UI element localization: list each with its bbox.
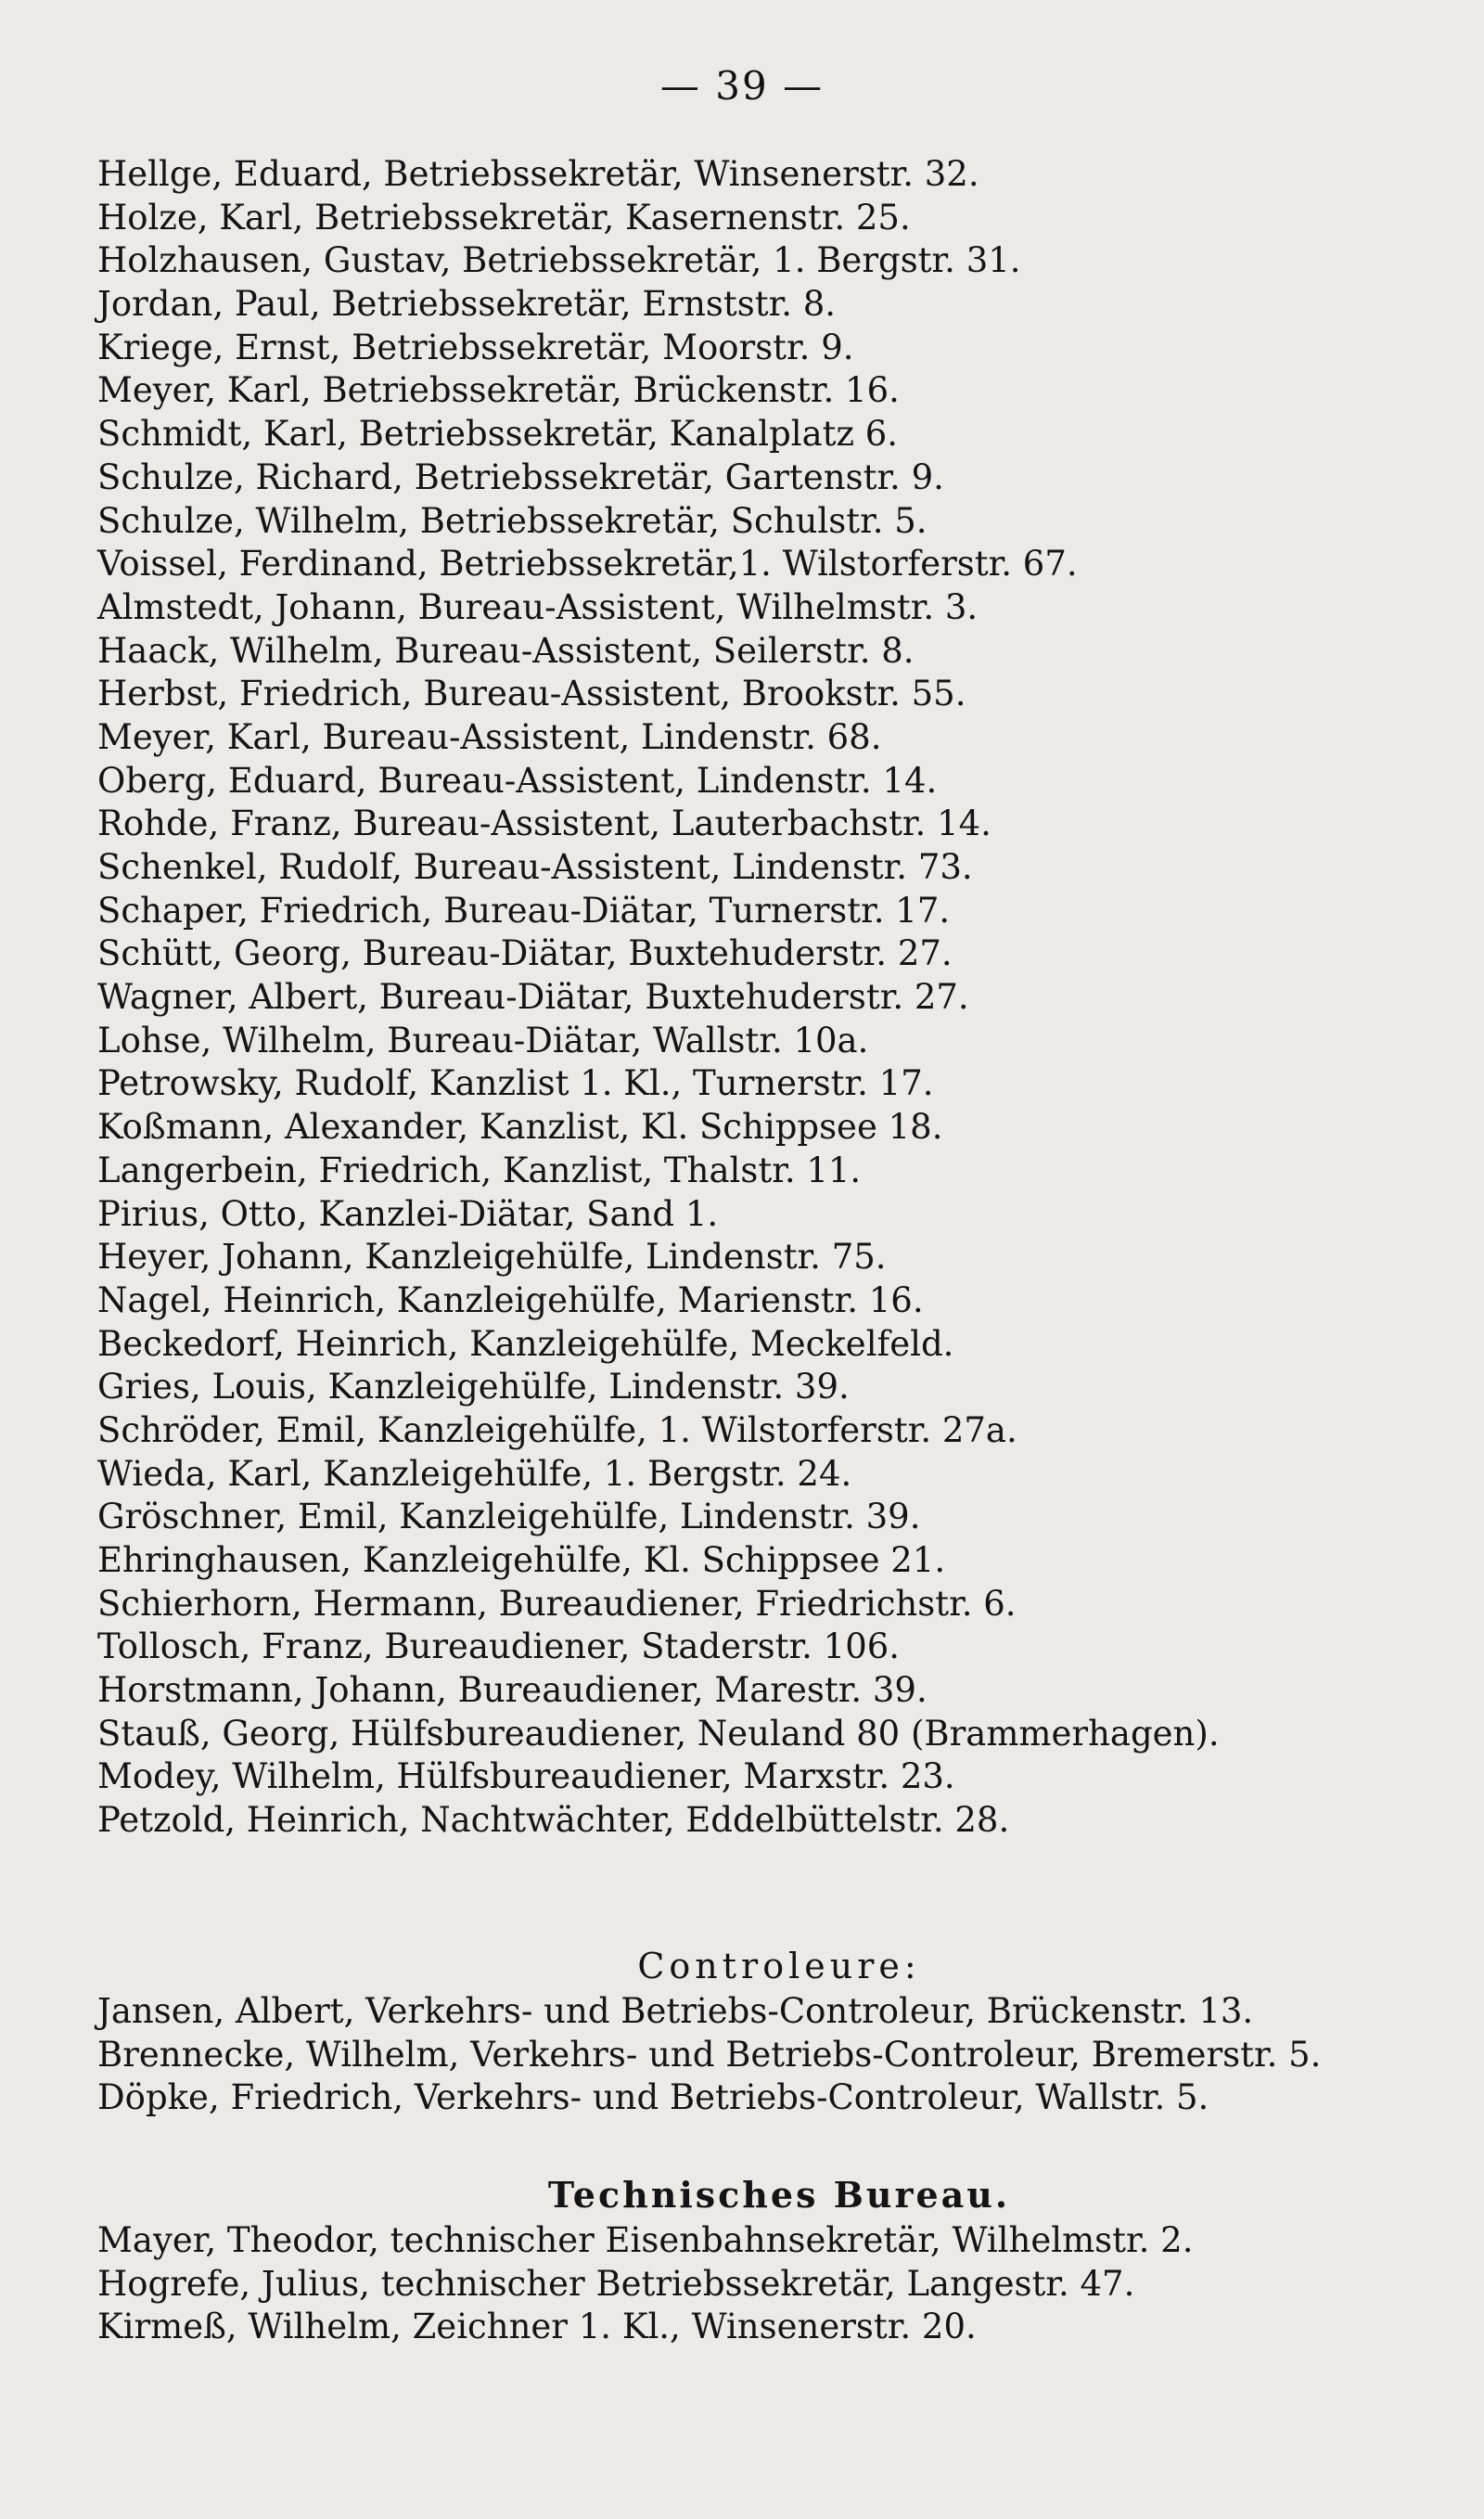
list-entry: Schulze, Richard, Betriebssekretär, Gartenstr. 9.	[97, 456, 944, 497]
list-entry: Mayer, Theodor, technischer Eisenbahnsekretär, Wilhelmstr. 2.	[97, 2220, 1194, 2260]
list-entry: Nagel, Heinrich, Kanzleigehülfe, Marienstr. 16.	[97, 1279, 924, 1320]
list-entry: Modey, Wilhelm, Hülfsbureaudiener, Marxstr. 23.	[97, 1756, 955, 1797]
list-entry: Koßmann, Alexander, Kanzlist, Kl. Schippsee 18.	[97, 1107, 943, 1148]
list-entry: Schierhorn, Hermann, Bureaudiener, Friedrichstr. 6.	[97, 1583, 1017, 1624]
section-heading: Controleure:	[637, 1946, 921, 1986]
list-entry: Langerbein, Friedrich, Kanzlist, Thalstr. 11.	[97, 1150, 862, 1190]
list-entry: Almstedt, Johann, Bureau-Assistent, Wilhelmstr. 3.	[97, 586, 979, 627]
section-heading: Technisches Bureau.	[547, 2174, 1011, 2216]
list-entry: Schaper, Friedrich, Bureau-Diätar, Turnerstr. 17.	[97, 890, 951, 931]
list-entry: Schenkel, Rudolf, Bureau-Assistent, Lindenstr. 73.	[97, 847, 973, 887]
list-entry: Schröder, Emil, Kanzleigehülfe, 1. Wilstorferstr. 27a.	[97, 1409, 1017, 1450]
list-entry: Horstmann, Johann, Bureaudiener, Marestr. 39.	[97, 1670, 928, 1711]
list-entry: Brennecke, Wilhelm, Verkehrs- und Betriebs-Controleur, Bremerstr. 5.	[97, 2034, 1322, 2075]
list-entry: Kriege, Ernst, Betriebssekretär, Moorstr. 9.	[97, 327, 854, 367]
list-entry: Haack, Wilhelm, Bureau-Assistent, Seilerstr. 8.	[97, 630, 915, 671]
list-entry: Heyer, Johann, Kanzleigehülfe, Lindenstr. 75.	[97, 1237, 887, 1278]
list-entry: Stauß, Georg, Hülfsbureaudiener, Neuland 80 (Brammerhagen).	[97, 1713, 1220, 1754]
list-entry: Schmidt, Karl, Betriebssekretär, Kanalplatz 6.	[97, 414, 899, 455]
list-entry: Herbst, Friedrich, Bureau-Assistent, Brookstr. 55.	[97, 674, 966, 714]
list-entry: Gröschner, Emil, Kanzleigehülfe, Lindenstr. 39.	[97, 1497, 921, 1537]
list-entry: Jansen, Albert, Verkehrs- und Betriebs-Controleur, Brückenstr. 13.	[97, 1991, 1254, 2031]
list-entry: Beckedorf, Heinrich, Kanzleigehülfe, Meckelfeld.	[97, 1323, 954, 1364]
list-entry: Petzold, Heinrich, Nachtwächter, Eddelbüttelstr. 28.	[97, 1800, 1010, 1841]
list-entry: Wieda, Karl, Kanzleigehülfe, 1. Bergstr. 24.	[97, 1453, 852, 1494]
list-entry: Wagner, Albert, Bureau-Diätar, Buxtehuderstr. 27.	[97, 977, 969, 1018]
list-entry: Schütt, Georg, Bureau-Diätar, Buxtehuderstr. 27.	[97, 933, 953, 974]
staff-list	[97, 153, 1461, 1843]
list-entry: Schulze, Wilhelm, Betriebssekretär, Schulstr. 5.	[97, 500, 928, 541]
list-entry: Meyer, Karl, Bureau-Assistent, Lindenstr. 68.	[97, 716, 882, 757]
list-entry: Döpke, Friedrich, Verkehrs- und Betriebs-Controleur, Wallstr. 5.	[97, 2077, 1209, 2118]
list-entry: Meyer, Karl, Betriebssekretär, Brückenstr. 16.	[97, 370, 900, 411]
list-entry: Holze, Karl, Betriebssekretär, Kasernenstr. 25.	[97, 197, 911, 238]
list-entry: Rohde, Franz, Bureau-Assistent, Lauterbachstr. 14.	[97, 803, 991, 844]
technical-bureau-section	[97, 2171, 1461, 2349]
list-entry: Voissel, Ferdinand, Betriebssekretär,1. Wilstorferstr. 67.	[97, 544, 1078, 585]
page-number: — 39 —	[659, 63, 825, 109]
list-entry: Pirius, Otto, Kanzlei-Diätar, Sand 1.	[97, 1193, 719, 1234]
list-entry: Ehringhausen, Kanzleigehülfe, Kl. Schippsee 21.	[97, 1540, 946, 1580]
list-entry: Oberg, Eduard, Bureau-Assistent, Lindenstr. 14.	[97, 760, 938, 801]
list-entry: Petrowsky, Rudolf, Kanzlist 1. Kl., Turnerstr. 17.	[97, 1063, 934, 1104]
list-entry: Gries, Louis, Kanzleigehülfe, Lindenstr. 39.	[97, 1367, 850, 1407]
list-entry: Jordan, Paul, Betriebssekretär, Ernststr. 8.	[97, 284, 837, 325]
list-entry: Holzhausen, Gustav, Betriebssekretär, 1. Bergstr. 31.	[97, 240, 1021, 281]
list-entry: Tollosch, Franz, Bureaudiener, Staderstr. 106.	[97, 1626, 901, 1667]
list-entry: Lohse, Wilhelm, Bureau-Diätar, Wallstr. 10a.	[97, 1020, 869, 1060]
controllers-section	[97, 1942, 1461, 2120]
list-entry: Kirmeß, Wilhelm, Zeichner 1. Kl., Winsenerstr. 20.	[97, 2307, 977, 2347]
list-entry: Hogrefe, Julius, technischer Betriebssekretär, Langestr. 47.	[97, 2263, 1135, 2304]
list-entry: Hellge, Eduard, Betriebssekretär, Winsenerstr. 32.	[97, 154, 979, 194]
